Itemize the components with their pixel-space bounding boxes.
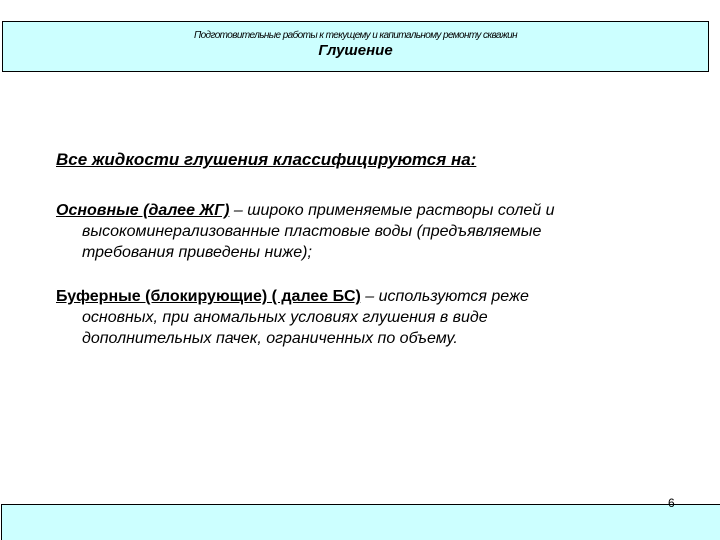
item-term: Буферные (блокирующие) ( далее БС) bbox=[56, 288, 361, 305]
list-item-buffer-fluids bbox=[56, 286, 656, 349]
item-line: требования приведены ниже); bbox=[82, 244, 312, 261]
item-line: высокоминерализованные пластовые воды (предъявляемые bbox=[82, 223, 542, 240]
header-subtitle: Подготовительные работы к текущему и капитальному ремонту скважин bbox=[193, 30, 518, 41]
item-text: – используются реже bbox=[360, 288, 529, 305]
header-box bbox=[2, 21, 709, 72]
list-item-primary-fluids bbox=[56, 200, 656, 263]
page-number: 6 bbox=[668, 496, 675, 510]
item-term: Основные (далее ЖГ) bbox=[56, 202, 230, 219]
page-title: Глушение bbox=[318, 42, 393, 59]
item-line bbox=[56, 286, 656, 307]
footer-band bbox=[1, 504, 720, 540]
item-line: основных, при аномальных условиях глушения в виде bbox=[82, 309, 488, 326]
item-line: дополнительных пачек, ограниченных по объему. bbox=[82, 330, 458, 347]
item-line bbox=[56, 200, 656, 221]
lead-heading: Все жидкости глушения классифицируются на: bbox=[56, 150, 477, 169]
item-text: – широко применяемые растворы солей и bbox=[229, 202, 555, 219]
